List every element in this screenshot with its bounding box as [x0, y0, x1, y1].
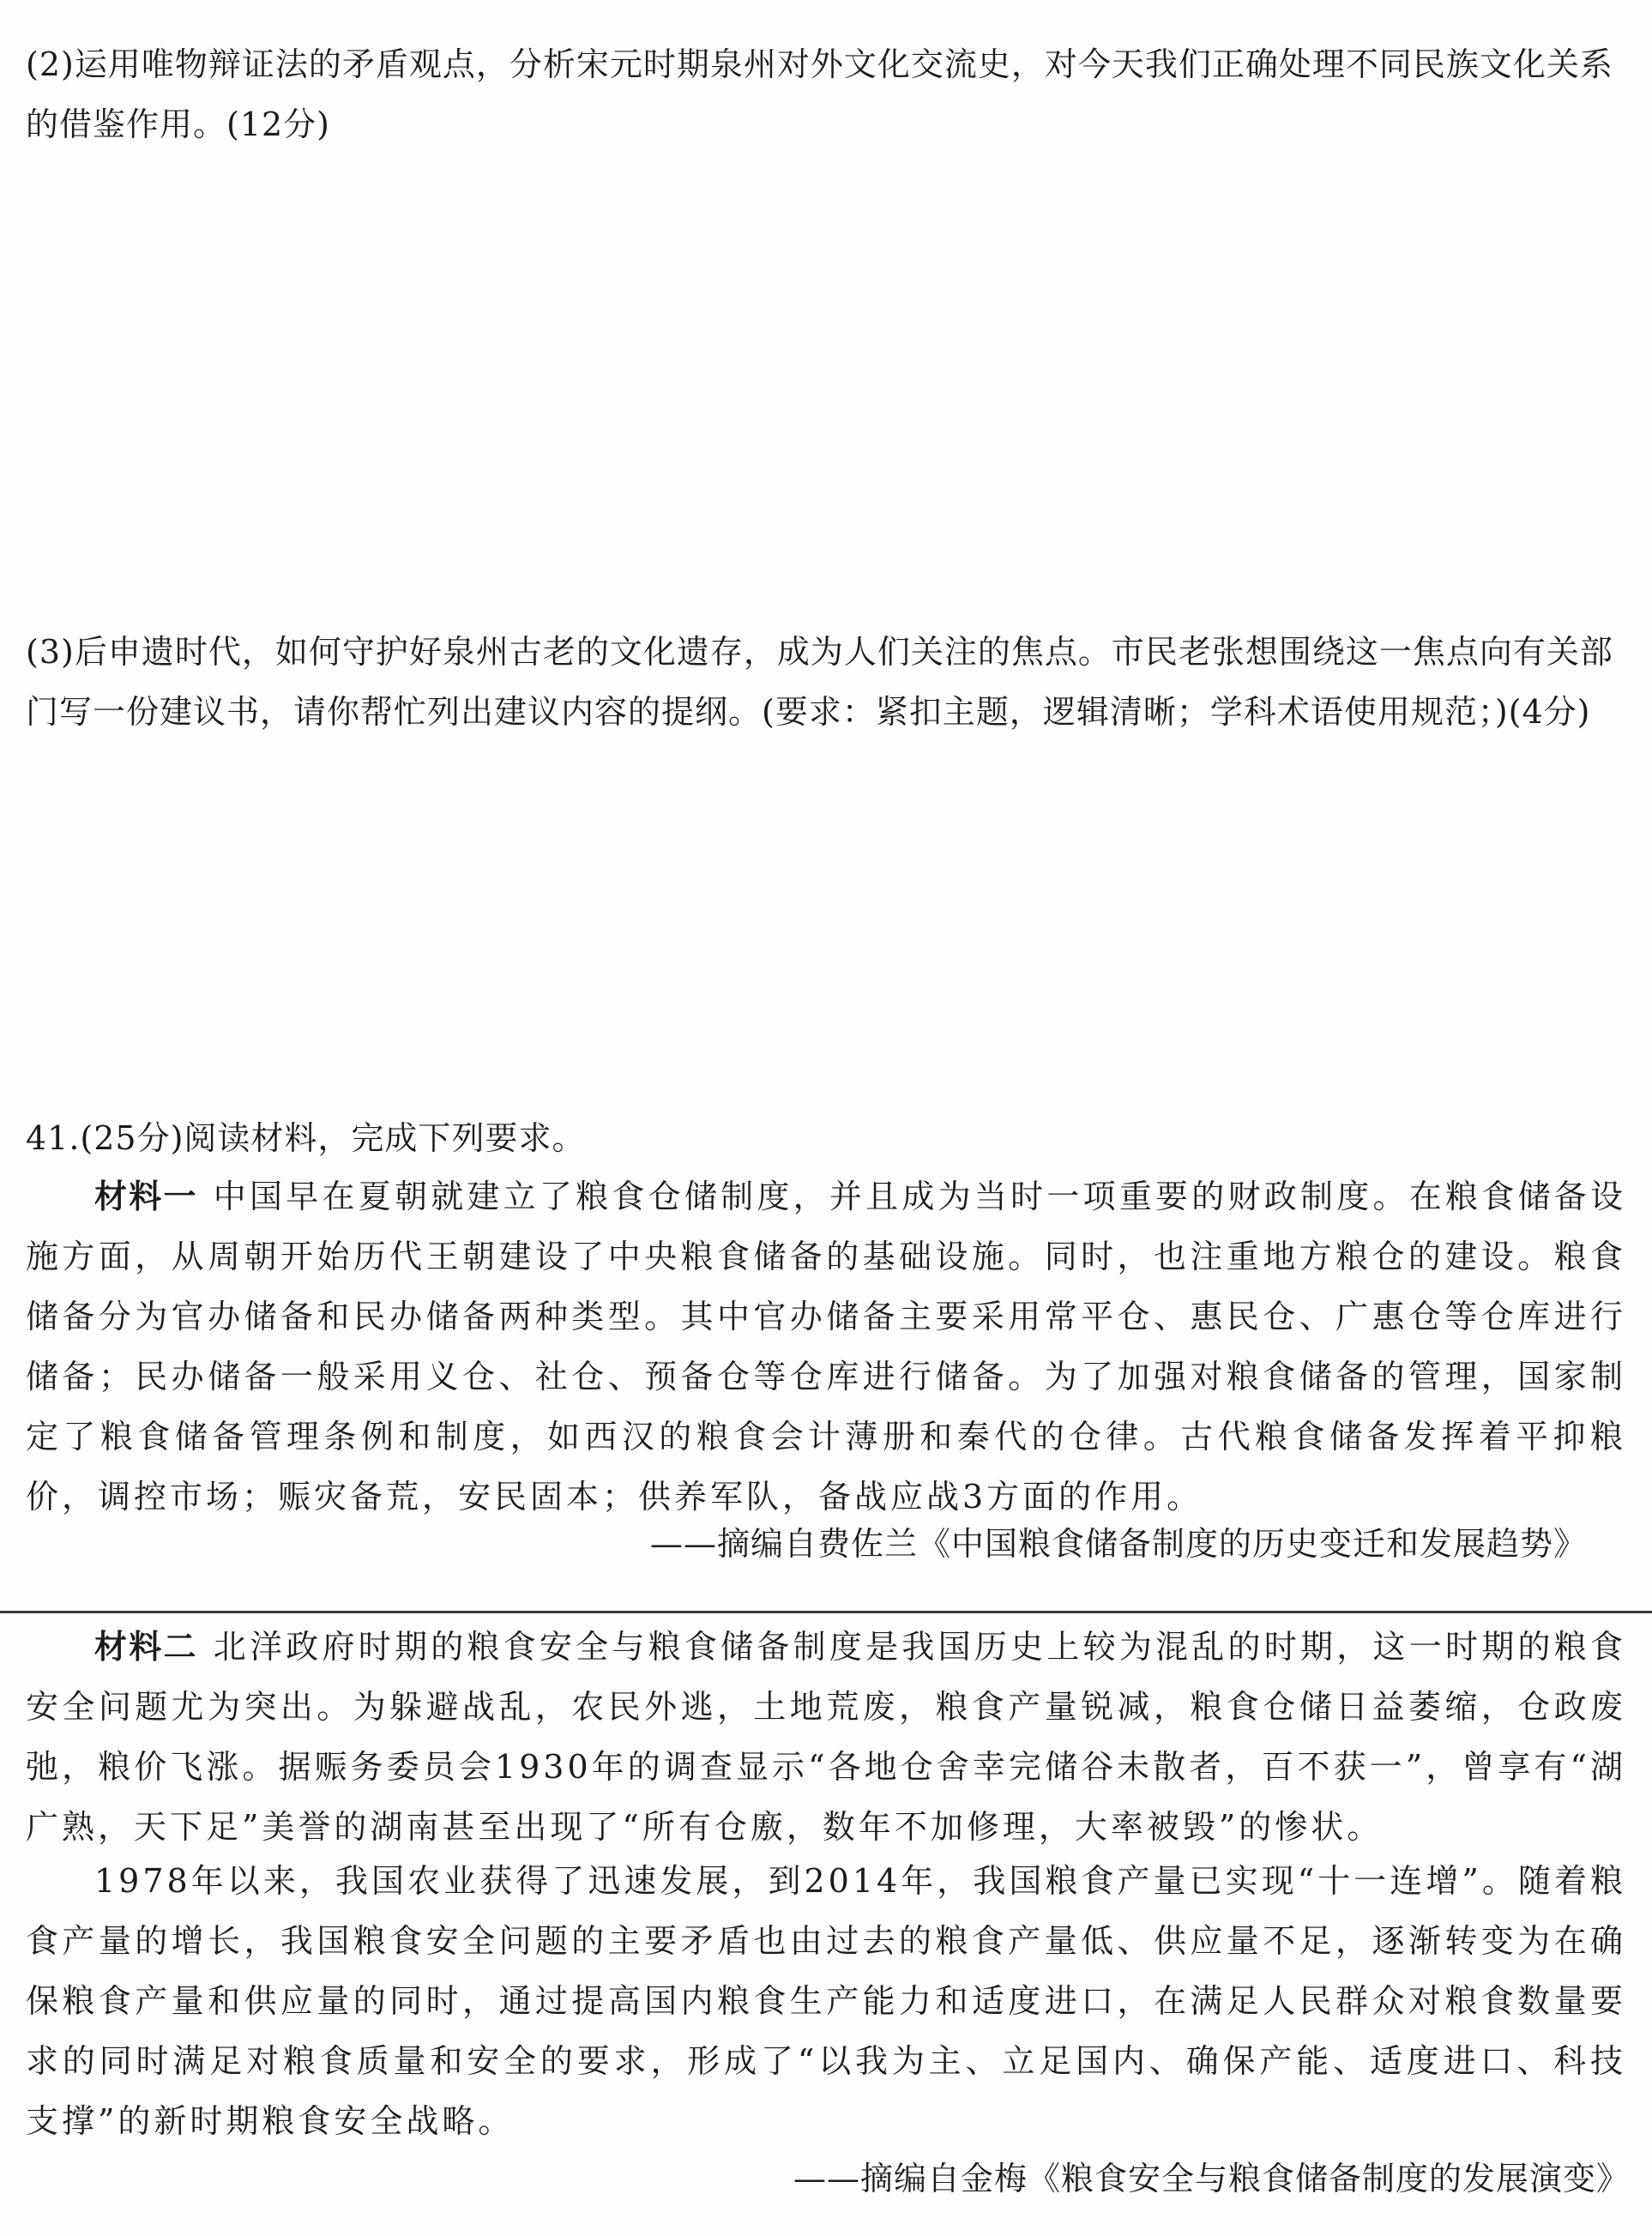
question-41-heading-text: 41.(25分)阅读材料，完成下列要求。: [26, 1119, 586, 1157]
material-2-source: ——摘编自金梅《粮食安全与粮食储备制度的发展演变》: [793, 2160, 1630, 2197]
material-1-label: 材料一: [94, 1178, 198, 1215]
material-2-paragraph-2: [26, 1851, 1626, 2151]
material-2-label: 材料二: [94, 1628, 198, 1666]
question-2-text: (2)运用唯物辩证法的矛盾观点，分析宋元时期泉州对外文化交流史，对今天我们正确处理不同民族文化关系的借鉴作用。(12分): [26, 45, 1613, 143]
section-divider: [0, 1611, 1652, 1613]
material-1-text: 中国早在夏朝就建立了粮食仓储制度，并且成为当时一项重要的财政制度。在粮食储备设施方面，从周朝开始历代王朝建设了中央粮食储备的基础设施。同时，也注重地方粮仓的建设。粮食储备分为官办储备和民办储备两种类型。其中官办储备主要采用常平仓、惠民仓、广惠仓等仓库进行储备；民办储备一般采用义仓、社仓、预备仓等仓库进行储备。为了加强对粮食储备的管理，国家制定了粮食储备管理条例和制度，如西汉的粮食会计薄册和秦代的仓律。古代粮食储备发挥着平抑粮价，调控市场；赈灾备荒，安民固本；供养军队，备战应战3方面的作用。: [26, 1178, 1626, 1516]
material-1-source: ——摘编自费佐兰《中国粮食储备制度的历史变迁和发展趋势》: [649, 1525, 1587, 1563]
watermark: ​: [446, 1029, 491, 1075]
material-2: [26, 1617, 1626, 1857]
question-2: [26, 34, 1626, 154]
material-1: [26, 1166, 1626, 1527]
question-3-text: (3)后申遗时代，如何守护好泉州古老的文化遗存，成为人们关注的焦点。市民老张想围绕这一焦点向有关部门写一份建议书，请你帮忙列出建议内容的提纲。(要求：紧扣主题，逻辑清晰；学科术语使用规范；)(4分): [26, 633, 1613, 731]
question-41-heading: [26, 1108, 1626, 1168]
material-2-text-2: 1978年以来，我国农业获得了迅速发展，到2014年，我国粮食产量已实现“十一连增”。随着粮食产量的增长，我国粮食安全问题的主要矛盾也由过去的粮食产量低、供应量不足，逐渐转变为在确保粮食产量和供应量的同时，通过提高国内粮食生产能力和适度进口，在满足人民群众对粮食数量要求的同时满足对粮食质量和安全的要求，形成了“以我为主、立足国内、确保产能、适度进口、科技支撑”的新时期粮食安全战略。: [26, 1862, 1626, 2140]
material-2-text: 北洋政府时期的粮食安全与粮食储备制度是我国历史上较为混乱的时期，这一时期的粮食安全问题尤为突出。为躲避战乱，农民外逃，土地荒废，粮食产量锐减，粮食仓储日益萎缩，仓政废弛，粮价飞涨。据赈务委员会1930年的调查显示“各地仓舍幸完储谷未散者，百不获一”，曾享有“湖广熟，天下足”美誉的湖南甚至出现了“所有仓廒，数年不加修理，大率被毁”的惨状。: [26, 1628, 1626, 1846]
